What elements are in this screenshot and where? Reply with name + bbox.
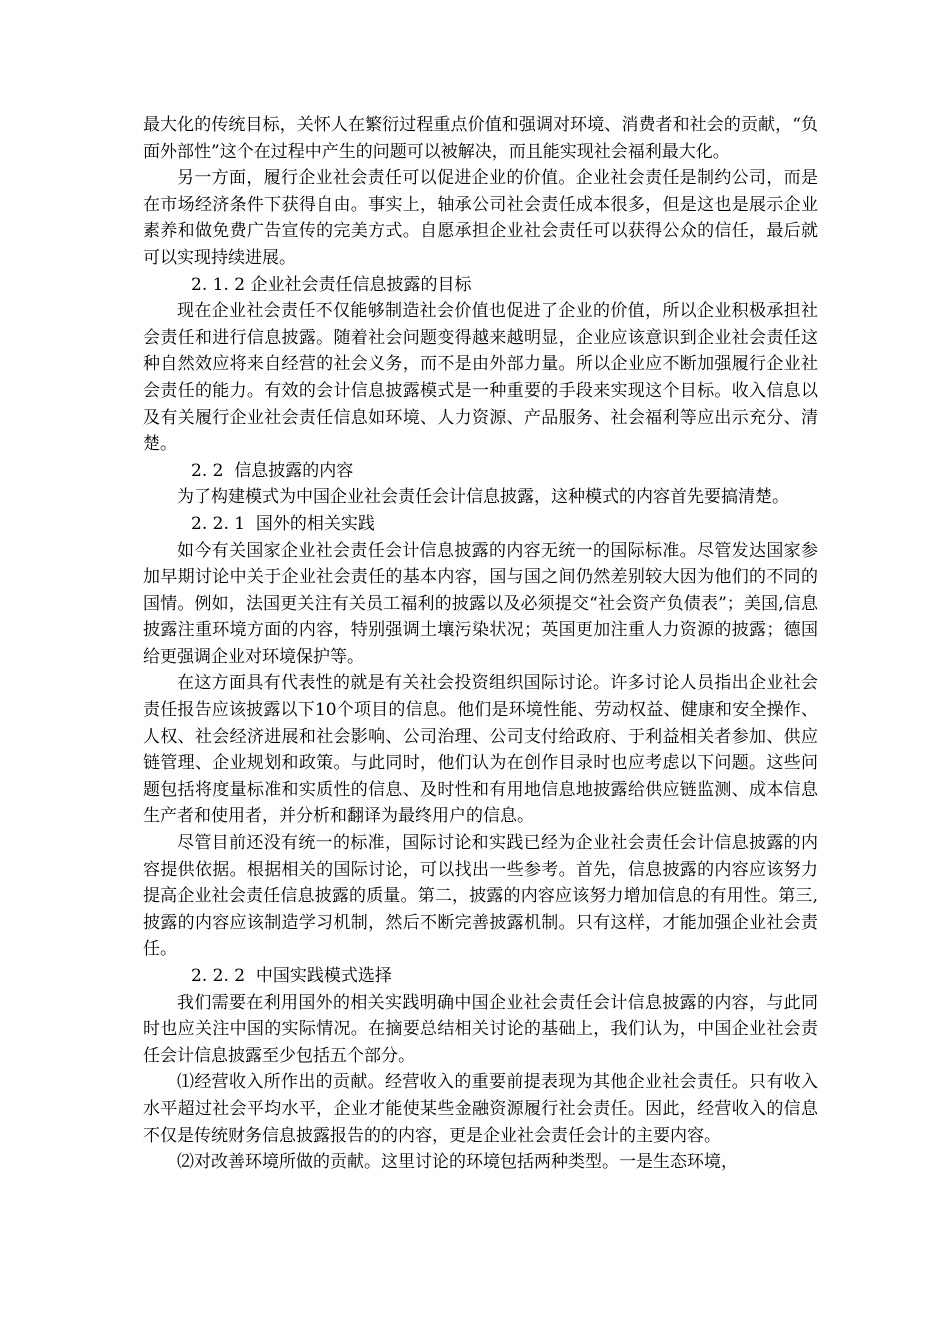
list-paragraph-2: ⑵对改善环境所做的贡献。这里讨论的环境包括两种类型。一是生态环境， [177,1152,738,1173]
section-heading-2-2-1: 2. 2. 1 国外的相关实践 [191,513,375,534]
body-paragraph: 为了构建模式为中国企业社会责任会计信息披露，这种模式的内容首先要搞清楚。 [177,487,789,508]
section-heading-2-2-2: 2. 2. 2 中国实践模式选择 [191,966,392,986]
body-paragraph: 如今有关国家企业社会责任会计信息披露的内容无统一的国际标准。尽管发达国家参加早期讨论中关于企业社会责任的基本内容，国与国之间仍然差别较大因为他们的不同的国情。例如，法国更关注有关员工福利的披露以及必须提交“社会资产负债表”；美国,信息披露注重环境方面的内容，特别强调土壤污染状况；英国更加注重人力资源的披露；德国给更强调企业对环境保护等。 [143,540,818,667]
body-paragraph: 在这方面具有代表性的就是有关社会投资组织国际讨论。许多讨论人员指出企业社会责任报告应该披露以下10个项目的信息。他们是环境性能、劳动权益、健康和安全操作、人权、社会经济进展和社会影响、公司治理、公司支付给政府、于利益相关者参加、供应链管理、企业规划和政策。与此同时，他们认为在创作目录时也应考虑以下问题。这些问题包括将度量标准和实质性的信息、及时性和有用地信息地披露给供应链监测、成本信息生产者和使用者，并分析和翻译为最终用户的信息。 [143,673,818,827]
body-paragraph: 现在企业社会责任不仅能够制造社会价值也促进了企业的价值，所以企业积极承担社会责任和进行信息披露。随着社会问题变得越来越明显，企业应该意识到企业社会责任这种自然效应将来自经营的社会义务，而不是由外部力量。所以企业应不断加强履行企业社会责任的能力。有效的会计信息披露模式是一种重要的手段来实现这个目标。收入信息以及有关履行企业社会责任信息如环境、人力资源、产品服务、社会福利等应出示充分、清楚。 [143,301,818,455]
body-paragraph: 另一方面，履行企业社会责任可以促进企业的价值。企业社会责任是制约公司，而是在市场经济条件下获得自由。事实上，轴承公司社会责任成本很多，但是这也是展示企业素养和做免费广告宣传的完美方式。自愿承担企业社会责任可以获得公众的信任，最后就可以实现持续进展。 [143,168,818,268]
body-paragraph: 我们需要在利用国外的相关实践明确中国企业社会责任会计信息披露的内容，与此同时也应关注中国的实际情况。在摘要总结相关讨论的基础上，我们认为，中国企业社会责任会计信息披露至少包括五个部分。 [143,992,818,1066]
document-page [143,112,818,1176]
section-heading-2-2: 2. 2 信息披露的内容 [191,460,354,481]
body-paragraph: 尽管目前还没有统一的标准，国际讨论和实践已经为企业社会责任会计信息披露的内容提供依据。根据相关的国际讨论，可以找出一些参考。首先，信息披露的内容应该努力提高企业社会责任信息披露的质量。第二，披露的内容应该努力增加信息的有用性。第三,披露的内容应该制造学习机制，然后不断完善披露机制。只有这样，才能加强企业社会责任。 [143,833,818,960]
list-paragraph-1: ⑴经营收入所作出的贡献。经营收入的重要前提表现为其他企业社会责任。只有收入水平超过社会平均水平，企业才能使某些金融资源履行社会责任。因此，经营收入的信息不仅是传统财务信息披露报告的的内容，更是企业社会责任会计的主要内容。 [143,1072,818,1146]
section-heading-2-1-2: 2. 1. 2 企业社会责任信息披露的目标 [191,274,472,295]
body-paragraph: 最大化的传统目标，关怀人在繁衍过程重点价值和强调对环境、消费者和社会的贡献，“负面外部性”这个在过程中产生的问题可以被解决，而且能实现社会福利最大化。 [143,115,818,162]
